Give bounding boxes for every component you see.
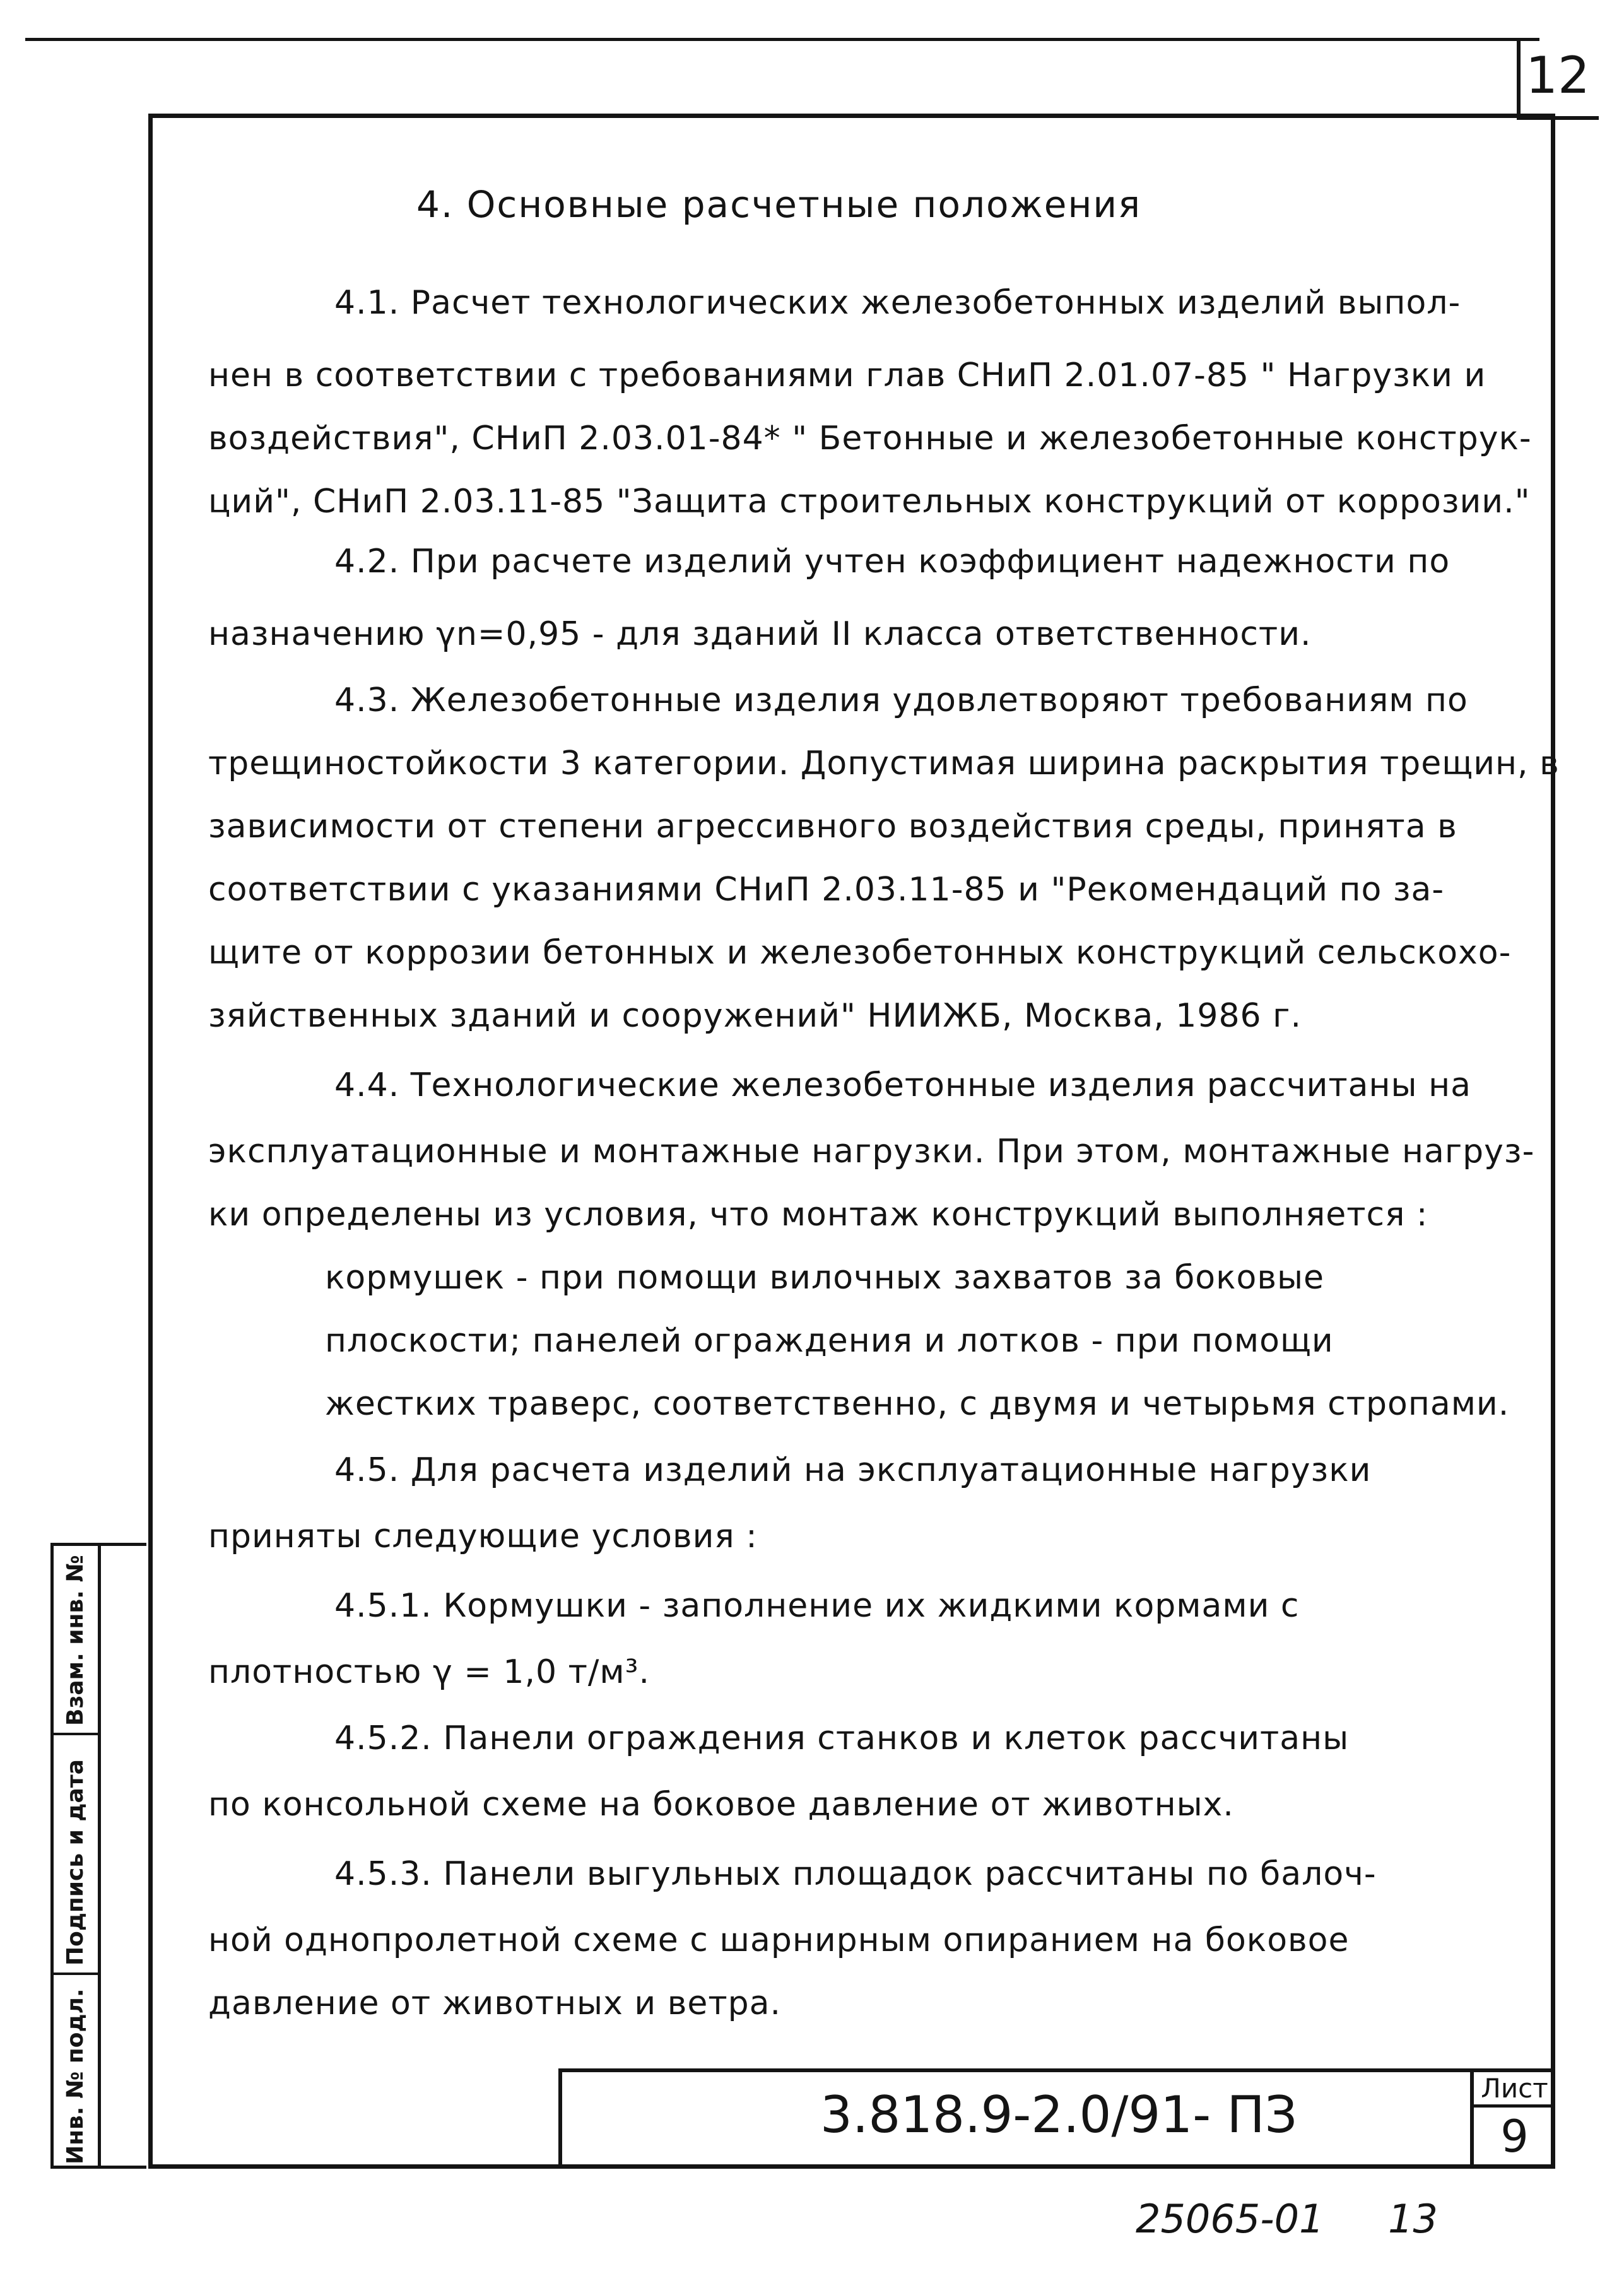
text-line: 4.5.2. Панели ограждения станков и клеток рассчитаны xyxy=(334,1719,1350,1757)
text-line: назначению γn=0,95 - для зданий II класса ответственности. xyxy=(208,615,1312,653)
archive-page: 13 xyxy=(1388,2196,1438,2242)
side-stamp xyxy=(50,1543,146,2169)
text-line: 4.3. Железобетонные изделия удовлетворяют требованиям по xyxy=(334,681,1468,719)
text-line: по консольной схеме на боковое давление от животных. xyxy=(208,1786,1234,1824)
text-line: приняты следующие условия : xyxy=(208,1518,758,1555)
text-line: нен в соответствии с требованиями глав СНиП 2.01.07-85 " Нагрузки и xyxy=(208,357,1486,394)
text-line: 4.2. При расчете изделий учтен коэффициент надежности по xyxy=(334,543,1450,581)
text-line: соответствии с указаниями СНиП 2.03.11-85 и "Рекомендаций по за- xyxy=(208,871,1445,909)
top-rule xyxy=(25,38,1539,41)
sheet-number-stamp: 9 xyxy=(1500,2111,1529,2162)
side-label-replace-inv: Взам. инв. № xyxy=(62,1555,88,1726)
text-line: 4.4. Технологические железобетонные изделия рассчитаны на xyxy=(334,1066,1471,1104)
text-line: кормушек - при помощи вилочных захватов за боковые xyxy=(325,1259,1325,1297)
sheet-number: 12 xyxy=(1526,46,1590,105)
text-line: 4.5.1. Кормушки - заполнение их жидкими кормами с xyxy=(334,1587,1300,1625)
text-line: давление от животных и ветра. xyxy=(208,1984,782,2022)
text-line: ки определены из условия, что монтаж конструкций выполняется : xyxy=(208,1196,1428,1234)
text-line: ной однопролетной схеме с шарнирным опиранием на боковое xyxy=(208,1921,1350,1959)
text-line: воздействия", СНиП 2.03.01-84* " Бетонные и железобетонные конструк- xyxy=(208,420,1532,457)
side-label-original-inv: Инв. № подл. xyxy=(62,1988,88,2164)
archive-code: 25065-01 xyxy=(1136,2196,1324,2242)
text-line: зависимости от степени агрессивного воздействия среды, принята в xyxy=(208,808,1457,846)
text-line: зяйственных зданий и сооружений" НИИЖБ, Москва, 1986 г. xyxy=(208,997,1302,1035)
section-title: 4. Основные расчетные положения xyxy=(416,183,1141,226)
text-line: 4.5.3. Панели выгульных площадок рассчитаны по балоч- xyxy=(334,1855,1377,1893)
side-cell-replace-inv xyxy=(54,1546,99,1735)
text-line: трещиностойкости 3 категории. Допустимая ширина раскрытия трещин, в xyxy=(208,745,1560,782)
sheet-label: Лист xyxy=(1474,2073,1555,2108)
text-line: ций", СНиП 2.03.11-85 "Защита строительных конструкций от коррозии." xyxy=(208,483,1531,521)
side-cell-original-inv xyxy=(54,1975,99,2172)
document-code: 3.818.9-2.0/91- ПЗ xyxy=(820,2085,1297,2144)
text-line: эксплуатационные и монтажные нагрузки. При этом, монтажные нагруз- xyxy=(208,1133,1535,1171)
text-line: щите от коррозии бетонных и железобетонных конструкций сельскохо- xyxy=(208,934,1512,972)
text-line: жестких траверс, соответственно, с двумя и четырьмя стропами. xyxy=(325,1385,1510,1423)
text-line: 4.1. Расчет технологических железобетонных изделий выпол- xyxy=(334,284,1461,322)
side-cell-signature-date xyxy=(54,1735,99,1975)
text-line: плотностью γ = 1,0 т/м³. xyxy=(208,1653,650,1691)
text-line: 4.5. Для расчета изделий на эксплуатационные нагрузки xyxy=(334,1451,1372,1489)
side-label-signature-date: Подпись и дата xyxy=(62,1759,88,1966)
text-line: плоскости; панелей ограждения и лотков - при помощи xyxy=(325,1322,1334,1360)
